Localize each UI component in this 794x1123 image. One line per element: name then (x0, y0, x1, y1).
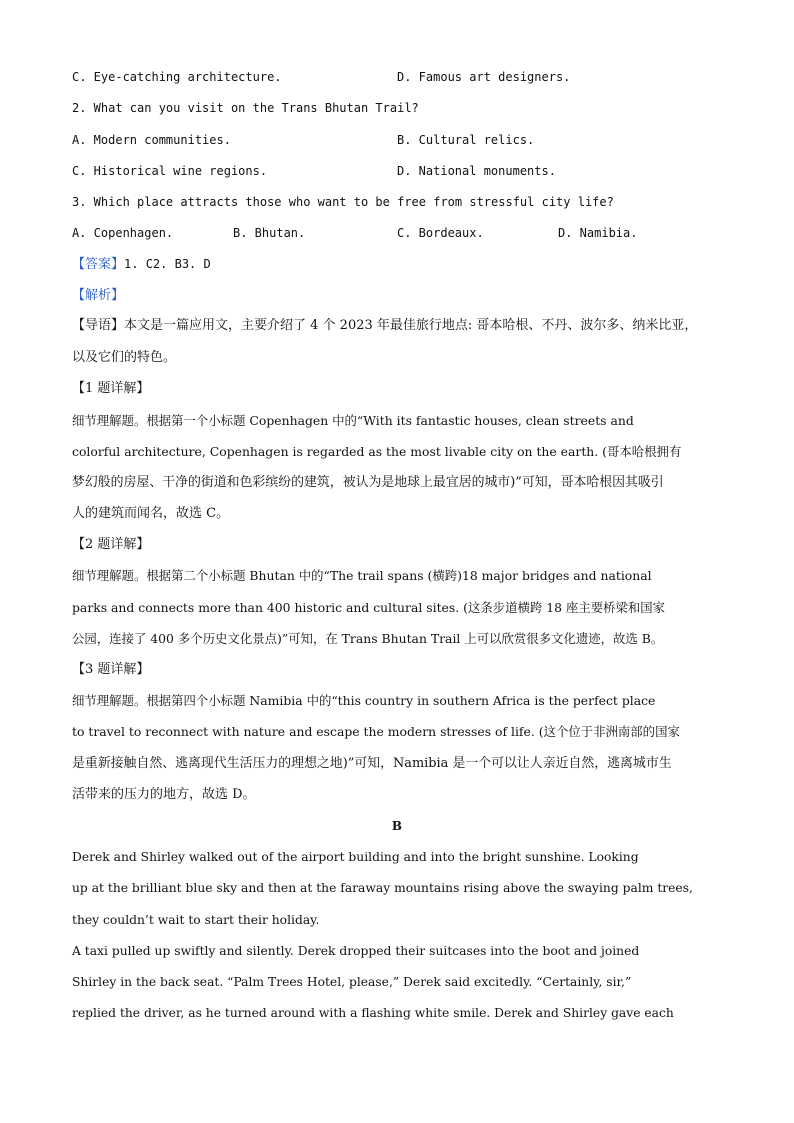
detail-3-line-2: to travel to reconnect with nature and escape the modern stresses of life. (这个位于非洲南部的国家 (72, 724, 680, 739)
answer-line (72, 256, 211, 273)
detail-1-line-1: 细节理解题。根据第一个小标题 Copenhagen 中的“With its fantastic houses, clean streets and (72, 413, 634, 428)
passage-line-6: replied the driver, as he turned around with a flashing white smile. Derek and Shirley gave each (72, 1006, 674, 1020)
analysis-line (72, 288, 124, 304)
intro-tag: 【导语】 (72, 318, 125, 333)
q3-option-b: B. Bhutan. (233, 226, 306, 240)
detail-3-line-4: 活带来的压力的地方，故选 D。 (72, 787, 256, 802)
detail-1-line-2: colorful architecture, Copenhagen is regarded as the most livable city on the earth. (哥本哈根拥有 (72, 444, 682, 459)
q2-option-c: C. Historical wine regions. (72, 164, 268, 178)
q1-option-d: D. Famous art designers. (397, 70, 571, 84)
answer-text: 1. C2. B3. D (124, 257, 211, 271)
passage-line-2: up at the brilliant blue sky and then at the faraway mountains rising above the swaying palm trees, (72, 881, 693, 895)
detail-2-line-1: 细节理解题。根据第二个小标题 Bhutan 中的“The trail spans (横跨)18 major bridges and national (72, 568, 652, 583)
passage-line-5: Shirley in the back seat. “Palm Trees Hotel, please,” Derek said excitedly. “Certainly, sir,” (72, 975, 632, 989)
q3-option-c: C. Bordeaux. (397, 226, 484, 240)
analysis-tag: 【解析】 (72, 288, 125, 303)
answer-tag: 【答案】 (72, 257, 125, 272)
q3-option-a: A. Copenhagen. (72, 226, 174, 240)
section-heading: B (391, 819, 403, 833)
passage-line-3: they couldn’t wait to start their holiday. (72, 913, 320, 927)
detail-1-line-3: 梦幻般的房屋、干净的街道和色彩缤纷的建筑，被认为是地球上最宜居的城市)”可知，哥本哈根因其吸引 (72, 475, 664, 490)
detail-2-line-2: parks and connects more than 400 historic and cultural sites. (这条步道横跨 18 座主要桥梁和国家 (72, 600, 666, 615)
intro-line-2: 以及它们的特色。 (72, 350, 177, 365)
detail-3-tag: 【3 题详解】 (72, 662, 150, 677)
detail-3-line-3: 是重新接触自然、逃离现代生活压力的理想之地)”可知，Namibia 是一个可以让人亲近自然，逃离城市生 (72, 756, 672, 771)
detail-3-line-1: 细节理解题。根据第四个小标题 Namibia 中的“this country in southern Africa is the perfect place (72, 693, 656, 708)
q2-option-a: A. Modern communities. (72, 133, 231, 147)
detail-1-tag: 【1 题详解】 (72, 381, 150, 396)
q2-question: 2. What can you visit on the Trans Bhutan Trail? (72, 101, 419, 115)
intro-line-1 (72, 318, 697, 334)
passage-line-1: Derek and Shirley walked out of the airport building and into the bright sunshine. Looking (72, 850, 639, 864)
intro-text-1: 本文是一篇应用文，主要介绍了 4 个 2023 年最佳旅行地点: 哥本哈根、不丹、波尔多、纳米比亚， (124, 318, 698, 333)
detail-2-line-3: 公园，连接了 400 多个历史文化景点)”可知，在 Trans Bhutan Trail 上可以欣赏很多文化遗迹，故选 B。 (72, 631, 664, 646)
q1-option-c: C. Eye-catching architecture. (72, 70, 282, 84)
q2-option-d: D. National monuments. (397, 164, 556, 178)
q3-option-d: D. Namibia. (558, 226, 638, 240)
q2-option-b: B. Cultural relics. (397, 133, 535, 147)
detail-2-tag: 【2 题详解】 (72, 537, 150, 552)
passage-line-4: A taxi pulled up swiftly and silently. Derek dropped their suitcases into the boot and joined (72, 944, 640, 958)
detail-1-line-4: 人的建筑而闻名，故选 C。 (72, 506, 230, 521)
q3-question: 3. Which place attracts those who want to be free from stressful city life? (72, 195, 614, 209)
